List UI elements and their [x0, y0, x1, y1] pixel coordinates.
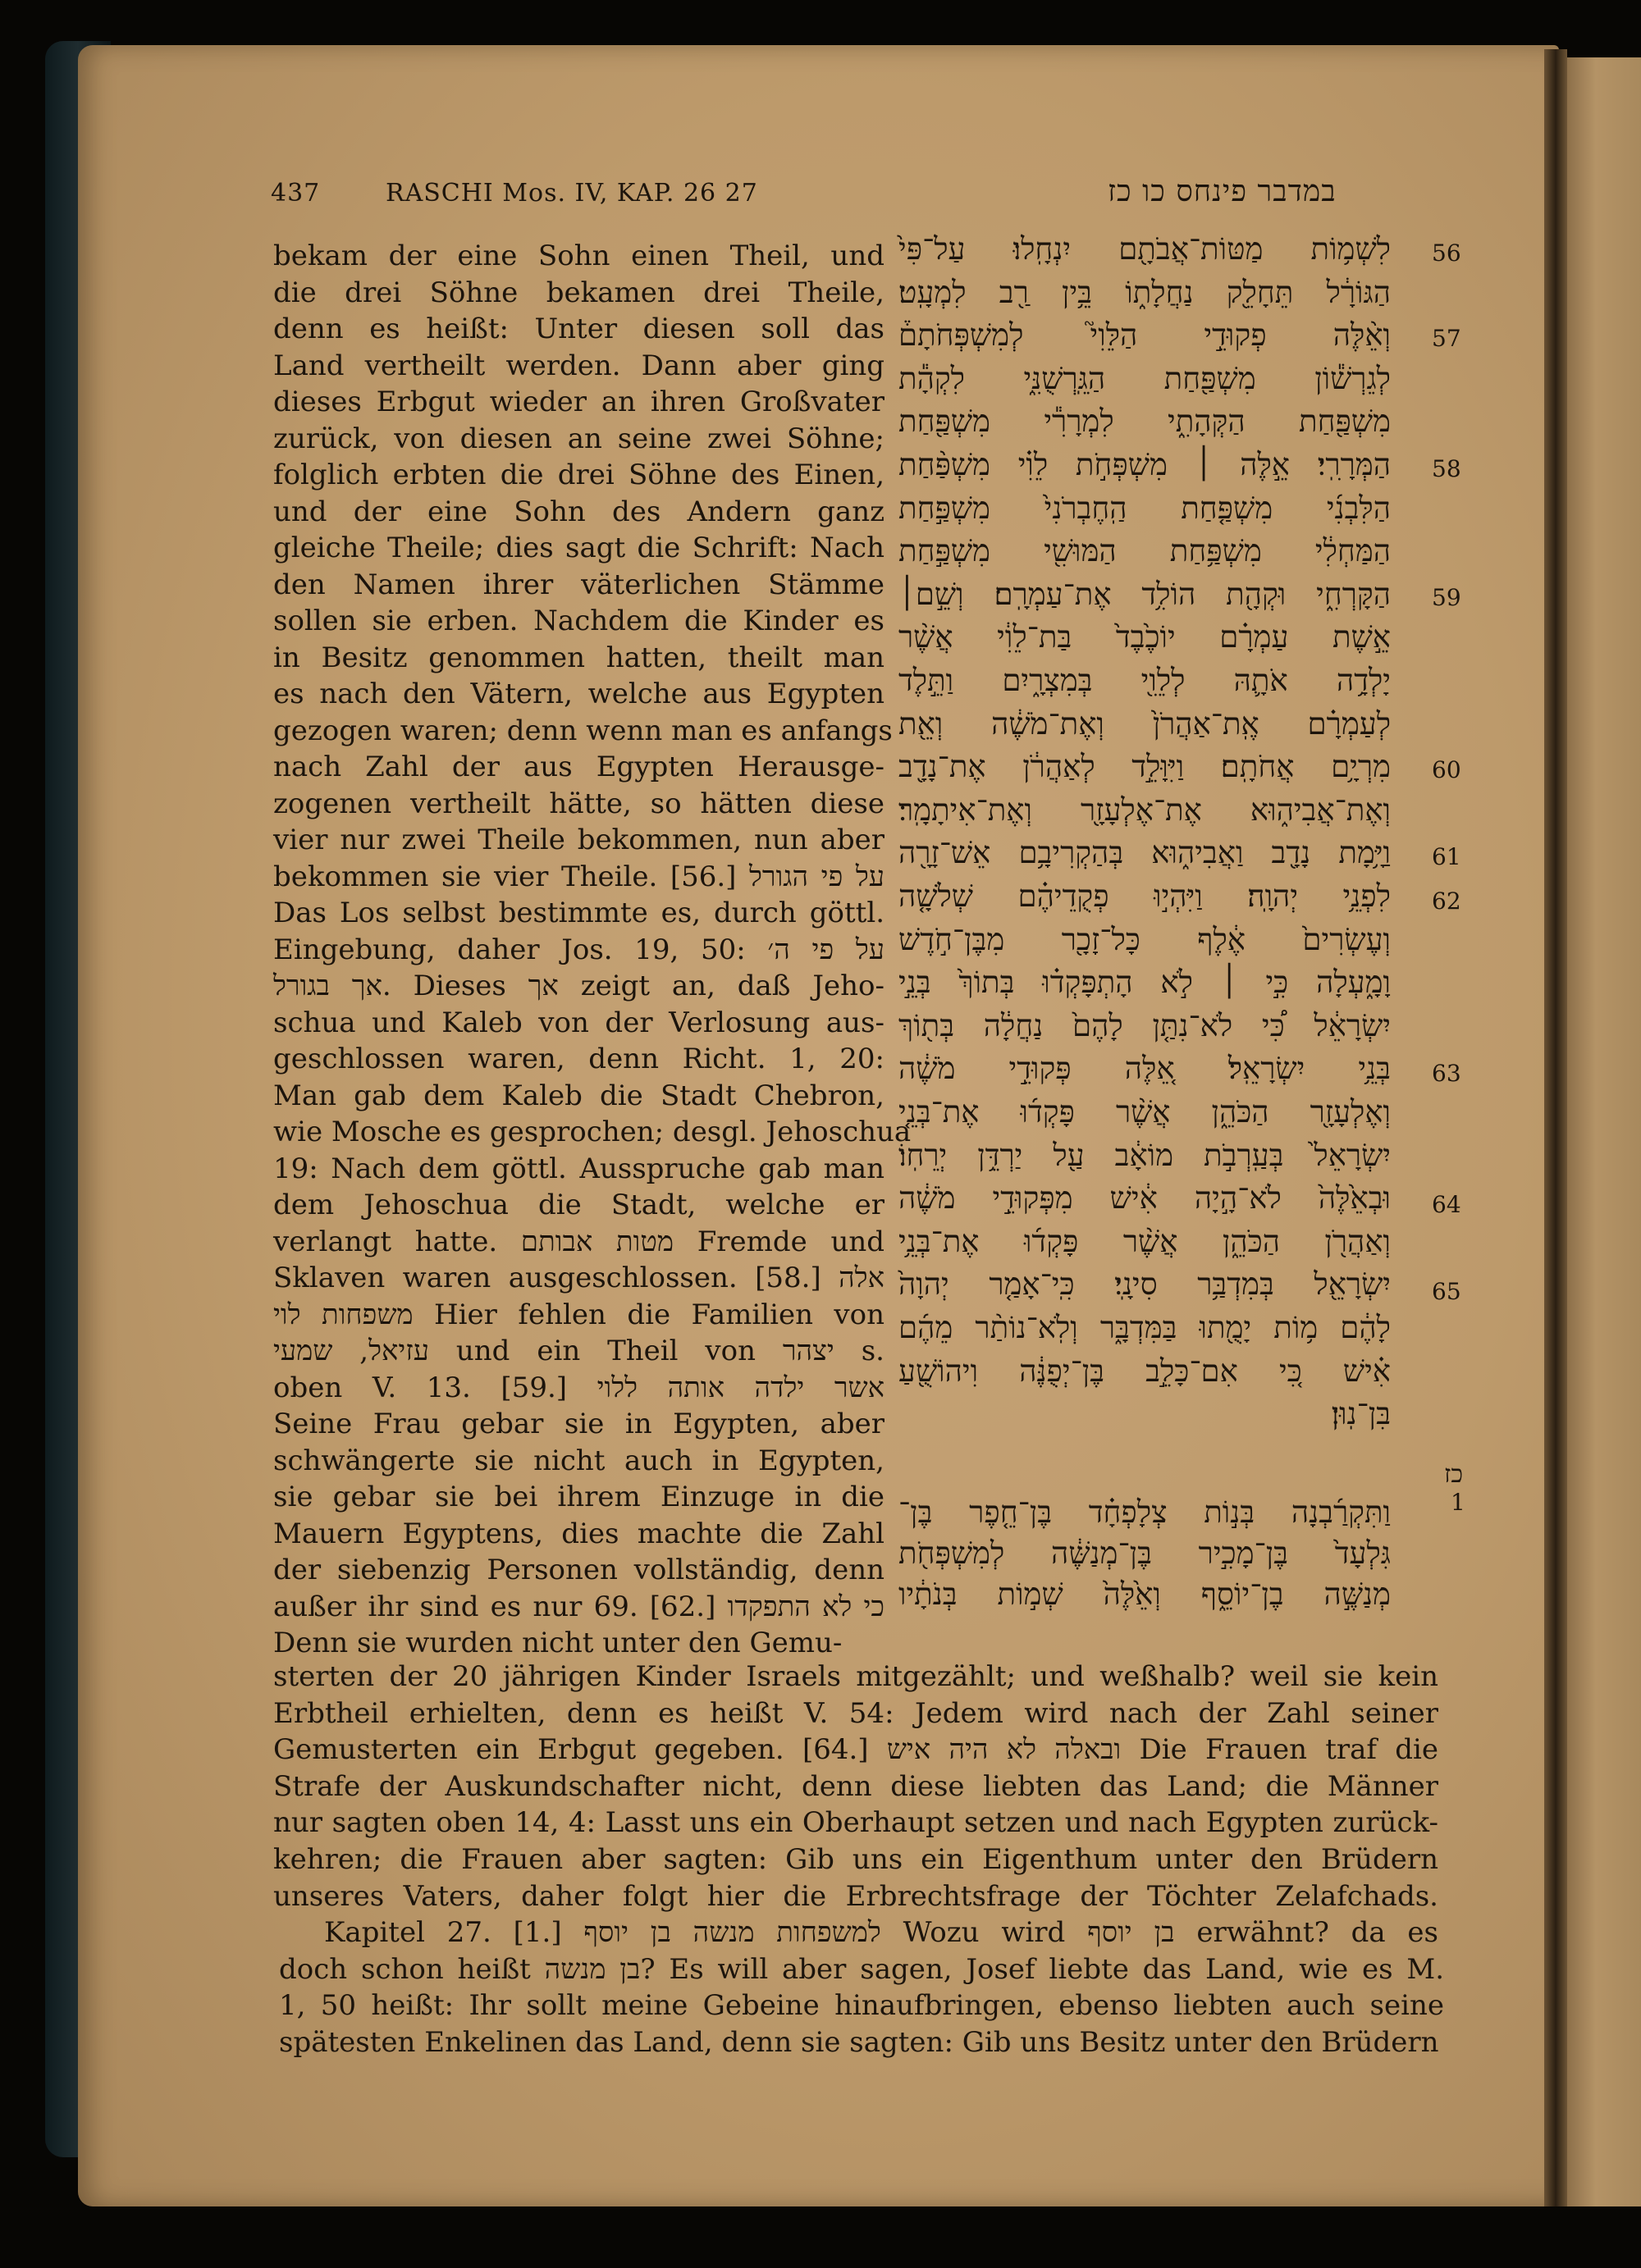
book-gutter: [1544, 49, 1567, 2206]
commentary-line: folglich erbten die drei Söhne des Einen,: [273, 459, 884, 491]
commentary-line: zurück, von diesen an seine zwei Söhne;: [273, 422, 884, 455]
verse-number: 57: [1432, 325, 1461, 352]
commentary-wide-line: nur sagten oben 14, 4: Lasst uns ein Oberhaupt setzen und nach Egypten zurück-: [273, 1806, 1438, 1840]
hebrew-verse-line: יָלְדָ֥ה אֹתָ֛הּ לְלֵוִ֖י בְּמִצְרָ֑יִם וַתֵּ֣לֶד: [898, 663, 1391, 698]
commentary-line: die drei Söhne bekamen drei Theile,: [273, 276, 884, 309]
commentary-line: verlangt hatte. מטות אבותם Fremde und: [273, 1225, 885, 1258]
hebrew-verse-line: הַגּוֹרָ֔ל תֵּחָלֵ֖ק נַחֲלָת֑וֹ בֵּ֥ין רַ֖ב לִמְעָֽט׃: [898, 274, 1391, 310]
hebrew-verse-line: הַקָּרְחִ֑י וּקְהָ֖ת הוֹלִ֥ד אֶת־עַמְרָֽם׃ וְשֵׁ֣ם׀: [898, 576, 1391, 612]
hebrew-verse-line: מִרְיָ֥ם אֲחֹתָֽם׃ וַיִּוָּלֵ֣ד לְאַהֲרֹ֔ן אֶת־נָדָ֖ב: [898, 749, 1391, 785]
hebrew-verse-line: יִשְׂרָאֵ֔ל כִּ֠י לֹא־נִתַּ֤ן לָהֶם֙ נַחֲלָ֔ה בְּת֖וֹךְ: [898, 1007, 1391, 1043]
hebrew-running-title: במדבר פינחס כו כז: [1108, 175, 1337, 208]
page-number: 437: [271, 179, 321, 208]
commentary-line: dem Jehoschua die Stadt, welche er: [273, 1189, 884, 1221]
hebrew-verse-line: לִשְׁמ֥וֹת מַטּוֹת־אֲבֹתָ֖ם יִנְחָֽלוּ׃ עַל־פִּי֙: [898, 231, 1391, 267]
commentary-wide-line: Erbtheil erhielten, denn es heißt V. 54: Jedem wird nach der Zahl seiner: [273, 1696, 1438, 1730]
commentary-wide-line: Gemusterten ein Erbgut gegeben. [64.] ובאלה לא היה איש Die Frauen traf die: [273, 1733, 1438, 1767]
hebrew-verse-line: לְעַמְרָ֗ם אֶֽת־אַהֲרֹן֙ וְאֶת־מֹשֶׁ֔ה וְאֵ֖ת: [898, 705, 1391, 742]
hebrew-verse-line: יִשְׂרָאֵל֙ בְּעַֽרְבֹ֣ת מוֹאָ֔ב עַ֖ל יַרְדֵּ֥ן יְרֵחֽוֹ׃: [898, 1137, 1391, 1173]
hebrew-verse-line: אִ֗ישׁ כִּ֚י אִם־כָּלֵ֣ב בֶּן־יְפֻנֶּ֔ה וִיהוֹשֻׁ֖עַ: [898, 1353, 1391, 1389]
commentary-wide-line: spätesten Enkelinen das Land, denn sie sagten: Gib uns Besitz unter den Brüdern: [279, 2026, 1439, 2059]
commentary-wide-line: 1, 50 heißt: Ihr sollt meine Gebeine hinaufbringen, ebenso liebten auch seine: [279, 1989, 1444, 2023]
commentary-line: sie gebar sie bei ihrem Einzuge in die: [273, 1481, 884, 1513]
hebrew-verse-line: וְאֶלְעָזָ֖ר הַכֹּהֵ֑ן אֲשֶׁ֨ר פָּקְד֜וּ אֶת־בְּנֵ֤י: [898, 1094, 1391, 1129]
hebrew-verse-line: מִשְׁפַּ֖חַת הַקְּהָתִ֑י לִמְרָרִ֕י מִשְׁפַּ֖חַת: [898, 404, 1391, 440]
hebrew-verse-line: הַלִּבְנִ֜י מִשְׁפַּ֤חַת הַֽחֶבְרֹנִי֙ מִשְׁפַּ֣חַת: [898, 490, 1391, 526]
commentary-line: zogenen vertheilt hätte, so hätten diese: [273, 787, 884, 820]
commentary-line: gezogen waren; denn wenn man es anfangs: [273, 714, 893, 747]
commentary-line: Denn sie wurden nicht unter den Gemu-: [273, 1627, 843, 1659]
verse-number: 65: [1432, 1278, 1461, 1305]
commentary-wide-line: sterten der 20 jährigen Kinder Israels mitgezählt; und weßhalb? weil sie kein: [273, 1660, 1438, 1693]
commentary-line: bekam der eine Sohn einen Theil, und: [273, 240, 884, 272]
verse-number: 59: [1432, 584, 1461, 611]
commentary-line: außer ihr sind es nur 69. [62.] כי לא התפקדו: [273, 1590, 884, 1623]
hebrew-chapter27-line: גִּלְעָד֙ בֶּן־מָכִ֣יר בֶּן־מְנַשֶּׁ֔ה לְמִשְׁפְּחֹ֖ת: [898, 1536, 1391, 1571]
hebrew-verse-line: וְאַהֲרֹ֖ן הַכֹּהֵ֑ן אֲשֶׁ֨ר פָּקְד֜וּ אֶת־בְּנֵ֥י: [898, 1223, 1391, 1259]
commentary-line: oben V. 13. [59.] אשר ילדה אותה ללוי: [273, 1371, 884, 1404]
commentary-line: schwängerte sie nicht auch in Egypten,: [273, 1444, 884, 1477]
facing-page-edge: [1566, 57, 1641, 2206]
hebrew-verse-line: בְּנֵ֥י יִשְׂרָאֵֽל׃ אֵ֚לֶּה פְּקוּדֵ֣י מֹשֶׁ֔ה: [898, 1051, 1391, 1087]
commentary-line: משפחות לוי Hier fehlen die Familien von: [273, 1298, 885, 1331]
commentary-line: gleiche Theile; dies sagt die Schrift: Nach: [273, 532, 884, 564]
commentary-line: Seine Frau gebar sie in Egypten, aber: [273, 1408, 884, 1440]
commentary-line: bekommen sie vier Theile. [56.] על פי הגורל: [273, 860, 884, 893]
commentary-line: geschlossen waren, denn Richt. 1, 20:: [273, 1043, 884, 1075]
hebrew-verse-line: לְגֵרְשׁ֕וֹן מִשְׁפַּ֖חַת הַגֵּֽרְשֻׁנִּ֑י לִקְהָ֕ת: [898, 360, 1391, 396]
commentary-wide-line: kehren; die Frauen aber sagten: Gib uns ein Eigenthum unter den Brüdern: [273, 1843, 1438, 1876]
verse-number: 58: [1432, 455, 1461, 482]
commentary-line: Mauern Egyptens, dies machte die Zahl: [273, 1517, 884, 1550]
hebrew-verse-line: וְעֶשְׂרִים֙ אֶ֔לֶף כָּל־זָכָ֖ר מִבֶּן־חֹ֣דֶשׁ: [898, 921, 1391, 957]
commentary-line: denn es heißt: Unter diesen soll das: [273, 313, 884, 345]
commentary-line: und der eine Sohn des Andern ganz: [273, 495, 884, 528]
commentary-line: Das Los selbst bestimmte es, durch göttl.: [273, 897, 884, 929]
hebrew-verse-line: וְאֵ֨לֶּה פְקוּדֵ֣י הַלֵּוִי֮ לְמִשְׁפְּחֹתָם֒: [898, 317, 1391, 354]
hebrew-verse-line: בִּן־נֽוּן׃: [1331, 1396, 1391, 1432]
verse-number: 64: [1432, 1191, 1461, 1218]
commentary-line: es nach den Vätern, welche aus Egypten: [273, 678, 884, 710]
commentary-line: Man gab dem Kaleb die Stadt Chebron,: [273, 1079, 884, 1112]
commentary-wide-line: doch schon heißt בן מנשה? Es will aber sagen, Josef liebte das Land, wie es M.: [279, 1952, 1445, 1986]
hebrew-verse-line: יִשְׂרָאֵ֖ל בְּמִדְבַּ֥ר סִינָֽי׃ כִּֽי־אָמַ֤ר יְהוָה֙: [898, 1266, 1391, 1303]
commentary-line: Land vertheilt werden. Dann aber ging: [273, 349, 884, 382]
chapter-marker: כז: [1444, 1460, 1464, 1489]
commentary-line: wie Mosche es gesprochen; desgl. Jehoschua: [273, 1116, 912, 1148]
commentary-column: [273, 238, 912, 1662]
commentary-line: vier nur zwei Theile bekommen, nun aber: [273, 824, 884, 856]
running-title: RASCHI Mos. IV, KAP. 26 27: [386, 179, 758, 208]
hebrew-verse-line: וָמָ֑עְלָה כִּ֣י ׀ לֹ֣א הָתְפָּקְד֗וּ בְּתוֹךְ֙ בְּנֵ֣י: [898, 965, 1391, 1001]
hebrew-verse-line: הַמַּחְלִ֔י מִשְׁפַּ֥חַת הַמּוּשִׁ֖י מִשְׁפַּ֣חַת: [898, 533, 1391, 569]
hebrew-verse-line: הַמְּרָרִֽי׃ אֵ֣לֶּה ׀ מִשְׁפְּחֹ֣ת לֵוִ֗י מִשְׁפַּ֨חַת: [898, 447, 1391, 482]
commentary-line: עזיאל, שמעי und ein Theil von יצהר s.: [273, 1335, 884, 1367]
commentary-line: schua und Kaleb von der Verlosung aus-: [273, 1006, 884, 1039]
hebrew-chapter27-line: וַתִּקְרַ֜בְנָה בְּנ֣וֹת צְלָפְחָ֗ד בֶּן־חֵ֤פֶר בֶּן־: [898, 1495, 1391, 1530]
commentary-line: der siebenzig Personen vollständig, denn: [273, 1554, 884, 1586]
verse-number: 60: [1432, 756, 1461, 783]
hebrew-chapter27-line: מְנַשֶּׁ֣ה בֶן־יוֹסֵ֑ף וְאֵ֙לֶּה֙ שְׁמ֣וֹת בְּנֹתָ֔יו: [898, 1577, 1391, 1612]
hebrew-verse-line: וַיָּ֥מָת נָדָ֖ב וַאֲבִיה֑וּא בְּהַקְרִיבָ֥ם אֵשׁ־זָרָ֖ה: [898, 835, 1391, 871]
hebrew-verse-line: אֵ֣שֶׁת עַמְרָ֗ם יוֹכֶ֙בֶד֙ בַּת־לֵוִ֔י אֲשֶׁ֨ר: [898, 619, 1391, 655]
verse-number: 63: [1432, 1060, 1461, 1087]
commentary-line: sollen sie erben. Nachdem die Kinder es: [273, 605, 884, 637]
commentary-wide-line: Strafe der Auskundschafter nicht, denn diese liebten das Land; die Männer: [273, 1769, 1438, 1803]
chapter-verse-number: 1: [1451, 1489, 1465, 1516]
commentary-wide-line: unseres Vaters, daher folgt hier die Erbrechtsfrage der Töchter Zelafchads.: [273, 1879, 1438, 1913]
commentary-line: den Namen ihrer väterlichen Stämme: [273, 568, 884, 601]
hebrew-verse-line: וּבְאֵ֙לֶּה֙ לֹא־הָ֣יָה אִ֔ישׁ מִפְּקוּדֵ֣י מֹשֶׁ֔ה: [898, 1180, 1391, 1216]
commentary-line: nach Zahl der aus Egypten Herausge-: [273, 751, 884, 783]
verse-number: 61: [1432, 843, 1461, 870]
commentary-line: dieses Erbgut wieder an ihren Großvater: [273, 386, 884, 418]
commentary-wide-line: Kapitel 27. [1.] למשפחות מנשה בן יוסף Wozu wird בן יוסף erwähnt? da es: [324, 1916, 1439, 1950]
commentary-line: in Besitz genommen hatten, theilt man: [273, 641, 884, 674]
verse-number: 62: [1432, 888, 1461, 915]
commentary-line: Eingebung, daher Jos. 19, 50: על פי ה׳: [273, 933, 884, 966]
commentary-line: אך בגורל. Dieses אך zeigt an, daß Jeho-: [273, 970, 884, 1002]
hebrew-verse-line: לִפְנֵ֥י יְהוָֽה׃ וַיִּהְי֣וּ פְקֻדֵיהֶ֗ם שְׁלֹשָׁ֤ה: [898, 878, 1391, 914]
verse-number: 56: [1432, 240, 1461, 267]
hebrew-verse-line: לָהֶ֔ם מ֥וֹת יָמֻ֖תוּ בַּמִּדְבָּ֑ר וְלֹֽא־נוֹתַ֨ר מֵהֶ֜ם: [898, 1310, 1391, 1345]
hebrew-verse-line: וְאֶת־אֲבִיה֑וּא אֶת־אֶלְעָזָ֖ר וְאֶת־אִיתָמָֽר׃: [898, 792, 1391, 828]
commentary-line: Sklaven waren ausgeschlossen. [58.] אלה: [273, 1262, 884, 1294]
commentary-line: 19: Nach dem göttl. Ausspruche gab man: [273, 1152, 884, 1185]
